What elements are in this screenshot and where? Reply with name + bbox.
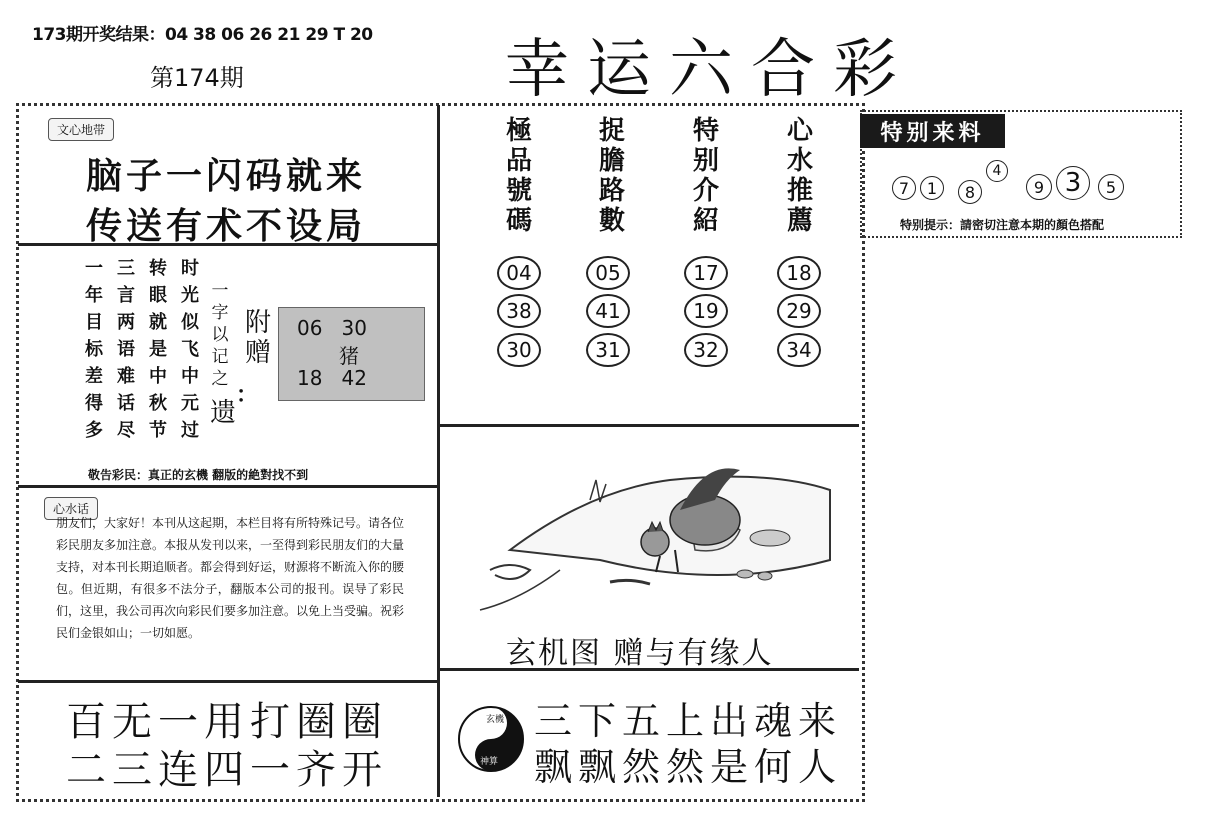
number-ball: 05 — [586, 256, 630, 290]
special-ball: 4 — [986, 160, 1008, 182]
special-title: 特别来料 — [860, 114, 1005, 148]
column-header-2: 捉膽路數 — [598, 116, 625, 236]
special-ball: 8 — [958, 180, 982, 204]
article-badge: 心水话 — [44, 497, 98, 520]
rooster-illustration — [470, 440, 840, 620]
gift-zodiac: 猪 — [339, 344, 359, 368]
issue-number: 第174期 — [150, 64, 244, 92]
poem-side-last: 遗 — [210, 398, 237, 428]
number-ball: 18 — [777, 256, 821, 290]
poem-column-4: 时光似飞中元过 — [181, 258, 199, 441]
column-header-4: 心水推薦 — [786, 116, 813, 236]
number-ball: 04 — [497, 256, 541, 290]
poem-side-text: 一字以记之 — [211, 281, 229, 389]
slogan-line-1: 脑子一闪码就来 — [86, 155, 367, 197]
gift-numbers-bottom: 18 42 — [297, 366, 367, 390]
emblem-top-text: 玄機 — [486, 715, 505, 725]
riddle-line-2: 飘飘然然是何人 — [534, 745, 843, 789]
emblem-bottom-text: 神算 — [480, 757, 499, 767]
divider — [438, 424, 859, 427]
gift-box — [278, 307, 425, 401]
poem-column-2: 三言两语难话尽 — [117, 258, 135, 441]
previous-result: 173期开奖结果：04 38 06 26 21 29 T 20 — [32, 25, 373, 45]
gift-colon: ： — [236, 382, 259, 408]
article-text: 朋友们，大家好！本刊从这起期，本栏目将有所特殊记号。请各位彩民朋友多加注意。本报从发刊以来，一至得到彩民朋友们的大量支持，对本刊长期追顺者。都会得到好运，财源将不断流入你的腰包。但近期，有很多不法分子，翻版本公司的报刊。误导了彩民们，这里，我公司再次向彩民们要多加注意。以免上当受骗。祝彩民们金银如山；一切如愿。 — [56, 516, 405, 640]
number-ball: 32 — [684, 333, 728, 367]
number-ball: 17 — [684, 256, 728, 290]
slogan-line-2: 传送有术不设局 — [86, 205, 367, 247]
number-ball: 30 — [497, 333, 541, 367]
number-ball: 38 — [497, 294, 541, 328]
gift-label: 附赠 — [244, 308, 271, 368]
page-title: 幸运六合彩 — [505, 33, 915, 107]
number-ball: 29 — [777, 294, 821, 328]
column-header-1: 極品號碼 — [505, 116, 532, 236]
poem-column-3: 转眼就是中秋节 — [149, 258, 167, 441]
section-badge: 文心地带 — [48, 118, 114, 141]
picture-caption: 玄机图 赠与有缘人 — [506, 636, 774, 671]
number-ball: 34 — [777, 333, 821, 367]
phrase-line-1: 百无一用打圈圈 — [66, 699, 388, 745]
special-ball: 9 — [1026, 174, 1052, 200]
riddle-line-1: 三下五上出魂来 — [534, 699, 843, 743]
special-ball: 7 — [892, 176, 916, 200]
special-ball: 3 — [1056, 166, 1090, 200]
number-ball: 41 — [586, 294, 630, 328]
number-ball: 19 — [684, 294, 728, 328]
gift-numbers-top: 06 30 — [297, 316, 367, 340]
column-header-3: 特别介紹 — [692, 116, 719, 236]
column-divider — [437, 105, 440, 797]
phrase-line-2: 二三连四一齐开 — [66, 747, 388, 793]
divider — [18, 680, 438, 683]
special-tip: 特别提示：請密切注意本期的顏色搭配 — [900, 218, 1105, 232]
number-ball: 31 — [586, 333, 630, 367]
notice-text: 敬告彩民：真正的玄機 翻版的絶對找不到 — [88, 468, 309, 482]
poem-column-1: 一年目标差得多 — [85, 258, 103, 441]
special-ball: 5 — [1098, 174, 1124, 200]
special-ball: 1 — [920, 176, 944, 200]
divider — [18, 485, 438, 488]
